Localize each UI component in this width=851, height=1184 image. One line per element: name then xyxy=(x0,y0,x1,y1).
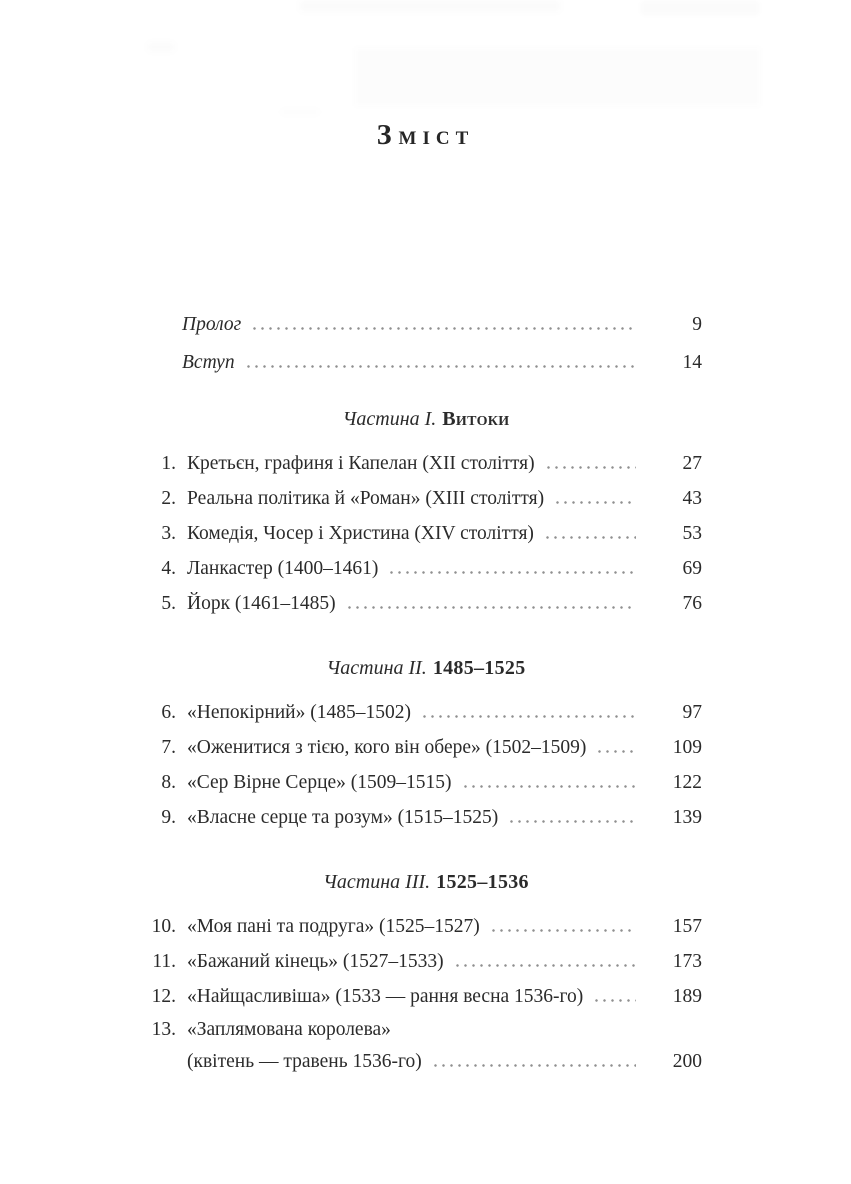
toc-entry-6 xyxy=(150,695,702,730)
entry-label: «Бажаний кінець» (1527–1533) xyxy=(187,951,444,972)
dot-leader xyxy=(546,536,636,539)
dot-leader xyxy=(253,327,636,330)
entry-label: Реальна політика й «Роман» (XIII століття) xyxy=(187,488,545,509)
chapter-number: 3. xyxy=(161,523,176,544)
scan-bleed-artifact xyxy=(148,42,174,52)
chapter-number: 2. xyxy=(161,488,176,509)
toc-entry-13-line-2 xyxy=(150,1046,702,1078)
part-number: Частина II. xyxy=(326,657,427,679)
entry-label: «Власне серце та розум» (1515–1525) xyxy=(187,807,499,828)
part-title: 1525–1536 xyxy=(436,871,529,893)
chapter-number: 4. xyxy=(161,558,176,579)
entry-label: «Сер Вірне Серце» (1509–1515) xyxy=(187,772,452,793)
part-3-heading xyxy=(150,867,702,897)
entry-page-number: 97 xyxy=(682,702,702,723)
entry-label: Вступ xyxy=(182,352,235,373)
dot-leader xyxy=(464,785,636,788)
entry-page-number: 139 xyxy=(672,807,702,828)
chapter-number: 8. xyxy=(161,772,176,793)
part-2-heading xyxy=(150,653,702,683)
entry-label: Йорк (1461–1485) xyxy=(187,593,336,614)
entry-page-number: 76 xyxy=(682,593,702,614)
chapter-number: 6. xyxy=(161,702,176,723)
entry-label: Пролог xyxy=(182,314,242,335)
entry-page-number: 122 xyxy=(672,772,702,793)
part-title: 1485–1525 xyxy=(432,657,526,679)
entry-page-number: 43 xyxy=(682,488,702,509)
part-number: Частина I. xyxy=(342,408,437,430)
chapter-number: 12. xyxy=(151,986,176,1007)
chapter-number: 9. xyxy=(161,807,176,828)
entry-page-number: 157 xyxy=(672,916,702,937)
front-matter xyxy=(150,306,702,382)
dot-leader xyxy=(556,501,636,504)
scan-bleed-artifact xyxy=(355,48,760,106)
toc-entry-2 xyxy=(150,481,702,516)
dot-leader xyxy=(456,964,636,967)
toc-entry-intro xyxy=(150,344,702,382)
toc-entry-5 xyxy=(150,586,702,621)
entry-page-number: 109 xyxy=(672,737,702,758)
dot-leader xyxy=(492,929,636,932)
dot-leader xyxy=(390,571,636,574)
chapter-number: 13. xyxy=(151,1019,176,1040)
dot-leader xyxy=(595,999,636,1002)
dot-leader xyxy=(547,466,636,469)
part-1-items xyxy=(150,446,702,621)
chapter-number: 7. xyxy=(161,737,176,758)
toc-entry-8 xyxy=(150,765,702,800)
toc-entry-3 xyxy=(150,516,702,551)
chapter-number: 10. xyxy=(151,916,176,937)
entry-page-number: 27 xyxy=(682,453,702,474)
entry-label: «Заплямована королева» xyxy=(187,1019,391,1040)
chapter-number: 5. xyxy=(161,593,176,614)
toc-entry-12 xyxy=(150,979,702,1014)
part-title: Витоки xyxy=(442,408,510,430)
toc-entry-9 xyxy=(150,800,702,835)
part-number: Частина III. xyxy=(323,871,431,893)
scan-bleed-artifact xyxy=(300,0,560,12)
entry-page-number: 53 xyxy=(682,523,702,544)
toc-entry-prolog xyxy=(150,306,702,344)
scan-bleed-artifact xyxy=(280,108,320,116)
page-title: ЗМІСТ xyxy=(376,120,475,151)
table-of-contents xyxy=(150,306,702,1078)
entry-page-number: 173 xyxy=(672,951,702,972)
entry-label: «Непокірний» (1485–1502) xyxy=(187,702,411,723)
scan-bleed-artifact xyxy=(640,0,760,16)
toc-entry-10 xyxy=(150,909,702,944)
entry-page-number: 14 xyxy=(682,352,702,373)
chapter-number: 1. xyxy=(161,453,176,474)
part-1-heading xyxy=(150,404,702,434)
toc-entry-4 xyxy=(150,551,702,586)
chapter-number: 11. xyxy=(152,951,176,972)
dot-leader xyxy=(598,750,636,753)
entry-page-number: 69 xyxy=(682,558,702,579)
entry-label: Комедія, Чосер і Христина (XIV століття) xyxy=(187,523,534,544)
dot-leader xyxy=(434,1064,636,1067)
toc-entry-11 xyxy=(150,944,702,979)
dot-leader xyxy=(510,820,636,823)
entry-label: «Моя пані та подруга» (1525–1527) xyxy=(187,916,480,937)
dot-leader xyxy=(423,715,636,718)
entry-label: Ланкастер (1400–1461) xyxy=(187,558,379,579)
entry-label: Кретьєн, графиня і Капелан (XII століття) xyxy=(187,453,535,474)
entry-page-number: 189 xyxy=(672,986,702,1007)
toc-entry-13-line-1 xyxy=(150,1014,702,1046)
entry-label: «Оженитися з тією, кого він обере» (1502–1509) xyxy=(187,737,587,758)
part-2-items xyxy=(150,695,702,835)
toc-entry-1 xyxy=(150,446,702,481)
dot-leader xyxy=(247,365,636,368)
part-3-items xyxy=(150,909,702,1078)
toc-entry-7 xyxy=(150,730,702,765)
toc-entry-13 xyxy=(150,1014,702,1078)
entry-label: «Найщасливіша» (1533 — рання весна 1536-го) xyxy=(187,986,584,1007)
entry-page-number: 200 xyxy=(672,1051,702,1072)
entry-label-continued: (квітень — травень 1536-го) xyxy=(187,1051,422,1072)
dot-leader xyxy=(348,606,636,609)
entry-page-number: 9 xyxy=(692,314,702,335)
